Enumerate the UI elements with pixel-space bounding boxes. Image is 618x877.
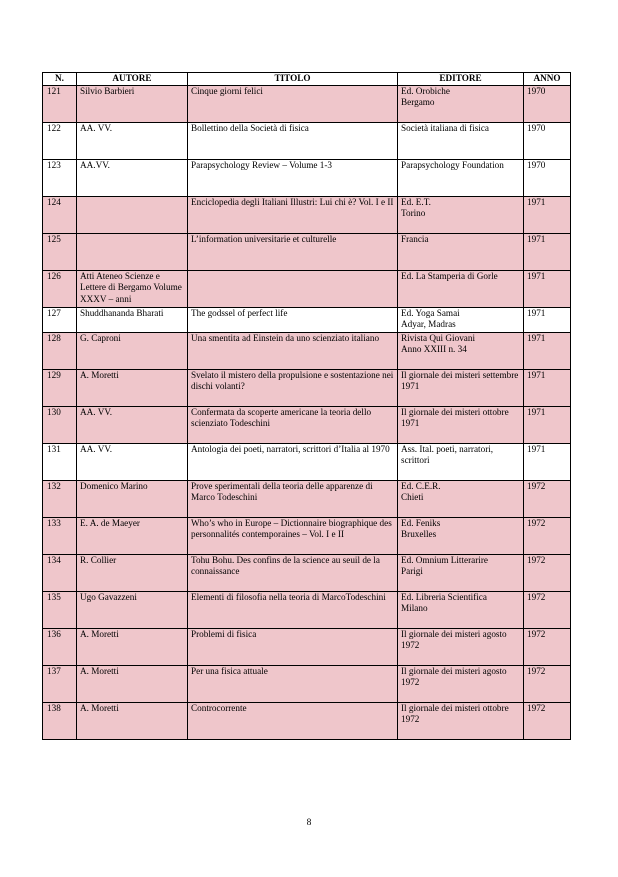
row-title-text: Problemi di fisica bbox=[191, 628, 257, 639]
row-year bbox=[524, 591, 571, 628]
row-year-text: 1970 bbox=[527, 122, 546, 133]
row-number bbox=[43, 233, 77, 270]
row-year bbox=[524, 406, 571, 443]
page-number: 8 bbox=[306, 818, 312, 828]
table-row bbox=[43, 159, 571, 196]
row-author bbox=[77, 85, 188, 122]
row-number bbox=[43, 480, 77, 517]
table-header-row bbox=[43, 73, 571, 86]
row-year bbox=[524, 159, 571, 196]
row-publisher bbox=[398, 443, 524, 480]
row-year bbox=[524, 665, 571, 702]
row-year bbox=[524, 369, 571, 406]
row-author bbox=[77, 159, 188, 196]
row-title-text: Who’s who in Europe – Dictionnaire biographique des personnalités contemporaines – Vol. I e II bbox=[191, 517, 392, 539]
row-author bbox=[77, 307, 188, 332]
row-title-text: Una smentita ad Einstein da uno scienziato italiano bbox=[191, 332, 380, 343]
row-number bbox=[43, 122, 77, 159]
row-title-text: Bollettino della Società di fisica bbox=[191, 122, 309, 133]
row-title-text: Confermata da scoperte americane la teoria dello scienziato Todeschini bbox=[191, 406, 372, 428]
row-title bbox=[188, 270, 398, 307]
row-publisher-text: Il giornale dei misteri agosto 1972 bbox=[401, 628, 507, 650]
row-number bbox=[43, 628, 77, 665]
row-publisher bbox=[398, 332, 524, 369]
row-publisher bbox=[398, 85, 524, 122]
row-publisher bbox=[398, 591, 524, 628]
row-publisher bbox=[398, 665, 524, 702]
row-author bbox=[77, 517, 188, 554]
row-number bbox=[43, 369, 77, 406]
row-author-text: AA. VV. bbox=[80, 406, 113, 417]
header-publisher: EDITORE bbox=[398, 73, 524, 86]
row-author bbox=[77, 480, 188, 517]
row-year-text: 1971 bbox=[527, 196, 546, 207]
row-year bbox=[524, 517, 571, 554]
row-author bbox=[77, 702, 188, 739]
row-author bbox=[77, 591, 188, 628]
row-publisher-text: Il giornale dei misteri ottobre 1971 bbox=[401, 406, 509, 428]
row-number-text: 126 bbox=[47, 270, 61, 281]
row-year bbox=[524, 307, 571, 332]
row-year bbox=[524, 270, 571, 307]
row-number bbox=[43, 517, 77, 554]
row-publisher bbox=[398, 307, 524, 332]
row-number-text: 130 bbox=[47, 406, 61, 417]
row-title bbox=[188, 196, 398, 233]
row-number-text: 127 bbox=[47, 307, 61, 318]
row-author bbox=[77, 406, 188, 443]
row-title-text: Antologia dei poeti, narratori, scrittori d’Italia al 1970 bbox=[191, 443, 390, 454]
row-title bbox=[188, 628, 398, 665]
row-publisher-text: Parapsychology Foundation bbox=[401, 159, 504, 170]
row-number-text: 124 bbox=[47, 196, 61, 207]
table-row bbox=[43, 270, 571, 307]
row-publisher-text: Ed. La Stamperia di Gorle bbox=[401, 270, 498, 281]
row-number-text: 133 bbox=[47, 517, 61, 528]
table-row bbox=[43, 233, 571, 270]
row-year-text: 1972 bbox=[527, 480, 546, 491]
row-number bbox=[43, 591, 77, 628]
row-year-text: 1972 bbox=[527, 554, 546, 565]
row-number-text: 134 bbox=[47, 554, 61, 565]
row-title-text: Svelato il mistero della propulsione e sostentazione nei dischi volanti? bbox=[191, 369, 394, 391]
row-title-text: The godssel of perfect life bbox=[191, 307, 288, 318]
row-title bbox=[188, 517, 398, 554]
row-author bbox=[77, 270, 188, 307]
row-number-text: 123 bbox=[47, 159, 61, 170]
table-row bbox=[43, 307, 571, 332]
row-author bbox=[77, 332, 188, 369]
row-title-text: Per una fisica attuale bbox=[191, 665, 268, 676]
row-publisher bbox=[398, 270, 524, 307]
row-number-text: 129 bbox=[47, 369, 61, 380]
row-year-text: 1972 bbox=[527, 517, 546, 528]
row-year-text: 1972 bbox=[527, 665, 546, 676]
table-row bbox=[43, 196, 571, 233]
header-year: ANNO bbox=[524, 73, 571, 86]
row-year bbox=[524, 702, 571, 739]
table-row bbox=[43, 591, 571, 628]
row-title bbox=[188, 307, 398, 332]
row-author bbox=[77, 122, 188, 159]
row-year bbox=[524, 332, 571, 369]
row-title-text: Tohu Bohu. Des confins de la science au seuil de la connaissance bbox=[191, 554, 380, 576]
row-year bbox=[524, 480, 571, 517]
row-author-text: AA. VV. bbox=[80, 122, 113, 133]
row-number bbox=[43, 159, 77, 196]
row-publisher-text: Ed. Yoga Samai Adyar, Madras bbox=[401, 307, 460, 329]
row-year-text: 1971 bbox=[527, 443, 546, 454]
row-number-text: 136 bbox=[47, 628, 61, 639]
row-number-text: 138 bbox=[47, 702, 61, 713]
row-title bbox=[188, 443, 398, 480]
row-title-text: Cinque giorni felici bbox=[191, 85, 263, 96]
table-row bbox=[43, 443, 571, 480]
table-row bbox=[43, 406, 571, 443]
row-year bbox=[524, 628, 571, 665]
row-author-text: G. Caproni bbox=[80, 332, 121, 343]
row-year-text: 1971 bbox=[527, 233, 546, 244]
row-author-text: A. Moretti bbox=[80, 702, 119, 713]
row-number-text: 125 bbox=[47, 233, 61, 244]
row-title bbox=[188, 85, 398, 122]
row-author bbox=[77, 369, 188, 406]
table-row bbox=[43, 665, 571, 702]
row-year-text: 1971 bbox=[527, 332, 546, 343]
row-title-text: Controcorrente bbox=[191, 702, 247, 713]
row-year-text: 1971 bbox=[527, 307, 546, 318]
row-number bbox=[43, 665, 77, 702]
row-year-text: 1970 bbox=[527, 159, 546, 170]
table-row bbox=[43, 702, 571, 739]
row-title bbox=[188, 406, 398, 443]
row-publisher bbox=[398, 480, 524, 517]
row-number-text: 128 bbox=[47, 332, 61, 343]
header-author: AUTORE bbox=[77, 73, 188, 86]
row-author bbox=[77, 233, 188, 270]
row-year-text: 1971 bbox=[527, 270, 546, 281]
row-author-text: E. A. de Maeyer bbox=[80, 517, 140, 528]
row-title bbox=[188, 554, 398, 591]
row-year-text: 1971 bbox=[527, 406, 546, 417]
row-author-text: Ugo Gavazzeni bbox=[80, 591, 137, 602]
row-author bbox=[77, 665, 188, 702]
row-year-text: 1971 bbox=[527, 369, 546, 380]
row-title bbox=[188, 702, 398, 739]
row-year bbox=[524, 233, 571, 270]
row-number bbox=[43, 702, 77, 739]
table-row bbox=[43, 369, 571, 406]
row-publisher-text: Il giornale dei misteri agosto 1972 bbox=[401, 665, 507, 687]
row-publisher-text: Ed. Libreria Scientifica Milano bbox=[401, 591, 487, 613]
row-author bbox=[77, 554, 188, 591]
row-year-text: 1972 bbox=[527, 702, 546, 713]
row-number bbox=[43, 270, 77, 307]
row-publisher-text: Francia bbox=[401, 233, 429, 244]
header-number: N. bbox=[43, 73, 77, 86]
row-year bbox=[524, 85, 571, 122]
row-author-text: Atti Ateneo Scienze e Lettere di Bergamo Volume XXXV – anni bbox=[80, 270, 182, 304]
row-publisher-text: Ed. C.E.R. Chieti bbox=[401, 480, 441, 502]
row-number-text: 137 bbox=[47, 665, 61, 676]
table-row bbox=[43, 332, 571, 369]
row-title bbox=[188, 369, 398, 406]
row-publisher bbox=[398, 406, 524, 443]
row-publisher bbox=[398, 628, 524, 665]
row-author-text: Silvio Barbieri bbox=[80, 85, 135, 96]
row-number bbox=[43, 307, 77, 332]
row-title bbox=[188, 233, 398, 270]
row-publisher-text: Società italiana di fisica bbox=[401, 122, 490, 133]
row-publisher-text: Ed. E.T. Torino bbox=[401, 196, 431, 218]
row-author bbox=[77, 196, 188, 233]
table-row bbox=[43, 480, 571, 517]
row-publisher bbox=[398, 196, 524, 233]
row-number bbox=[43, 406, 77, 443]
row-publisher-text: Il giornale dei misteri settembre 1971 bbox=[401, 369, 519, 391]
catalog-table bbox=[42, 72, 571, 740]
row-author bbox=[77, 628, 188, 665]
row-title bbox=[188, 332, 398, 369]
row-year-text: 1972 bbox=[527, 591, 546, 602]
row-publisher-text: Rivista Qui Giovani Anno XXIII n. 34 bbox=[401, 332, 476, 354]
row-year bbox=[524, 122, 571, 159]
row-title-text: Elementi di filosofia nella teoria di MarcoTodeschini bbox=[191, 591, 386, 602]
row-publisher bbox=[398, 233, 524, 270]
row-author-text: A. Moretti bbox=[80, 665, 119, 676]
row-author-text: AA.VV. bbox=[80, 159, 110, 170]
row-author-text: A. Moretti bbox=[80, 369, 119, 380]
row-publisher bbox=[398, 369, 524, 406]
row-publisher bbox=[398, 159, 524, 196]
row-year bbox=[524, 443, 571, 480]
row-title-text: Prove sperimentali della teoria delle apparenze di Marco Todeschini bbox=[191, 480, 373, 502]
row-author-text: Shuddhananda Bharati bbox=[80, 307, 164, 318]
row-year-text: 1970 bbox=[527, 85, 546, 96]
row-year-text: 1972 bbox=[527, 628, 546, 639]
row-author-text: Domenico Marino bbox=[80, 480, 148, 491]
table-row bbox=[43, 628, 571, 665]
row-publisher-text: Ass. Ital. poeti, narratori, scrittori bbox=[401, 443, 494, 465]
row-publisher bbox=[398, 702, 524, 739]
table-body bbox=[43, 85, 571, 739]
row-publisher bbox=[398, 122, 524, 159]
row-number bbox=[43, 85, 77, 122]
row-publisher bbox=[398, 554, 524, 591]
row-author-text: A. Moretti bbox=[80, 628, 119, 639]
row-publisher-text: Ed. Omnium Litterarire Parigi bbox=[401, 554, 488, 576]
row-title-text: L’information universitarie et culturelle bbox=[191, 233, 337, 244]
row-year bbox=[524, 196, 571, 233]
row-number bbox=[43, 196, 77, 233]
row-number-text: 131 bbox=[47, 443, 61, 454]
row-number-text: 122 bbox=[47, 122, 61, 133]
table-row bbox=[43, 122, 571, 159]
row-title bbox=[188, 591, 398, 628]
row-title-text: Enciclopedia degli Italiani Illustri: Lui chi è? Vol. I e II bbox=[191, 196, 394, 207]
table-row bbox=[43, 554, 571, 591]
row-publisher-text: Ed. Orobiche Bergamo bbox=[401, 85, 450, 107]
row-number bbox=[43, 332, 77, 369]
row-author-text: AA. VV. bbox=[80, 443, 113, 454]
row-author bbox=[77, 443, 188, 480]
row-title bbox=[188, 159, 398, 196]
table-row bbox=[43, 85, 571, 122]
row-title bbox=[188, 122, 398, 159]
row-number-text: 135 bbox=[47, 591, 61, 602]
row-publisher-text: Il giornale dei misteri ottobre 1972 bbox=[401, 702, 509, 724]
header-title: TITOLO bbox=[188, 73, 398, 86]
row-number bbox=[43, 554, 77, 591]
row-publisher bbox=[398, 517, 524, 554]
row-number bbox=[43, 443, 77, 480]
row-title bbox=[188, 480, 398, 517]
row-number-text: 121 bbox=[47, 85, 61, 96]
row-number-text: 132 bbox=[47, 480, 61, 491]
row-title bbox=[188, 665, 398, 702]
row-year bbox=[524, 554, 571, 591]
row-author-text: R. Collier bbox=[80, 554, 117, 565]
row-title-text: Parapsychology Review – Volume 1-3 bbox=[191, 159, 333, 170]
table-row bbox=[43, 517, 571, 554]
row-publisher-text: Ed. Feniks Bruxelles bbox=[401, 517, 441, 539]
